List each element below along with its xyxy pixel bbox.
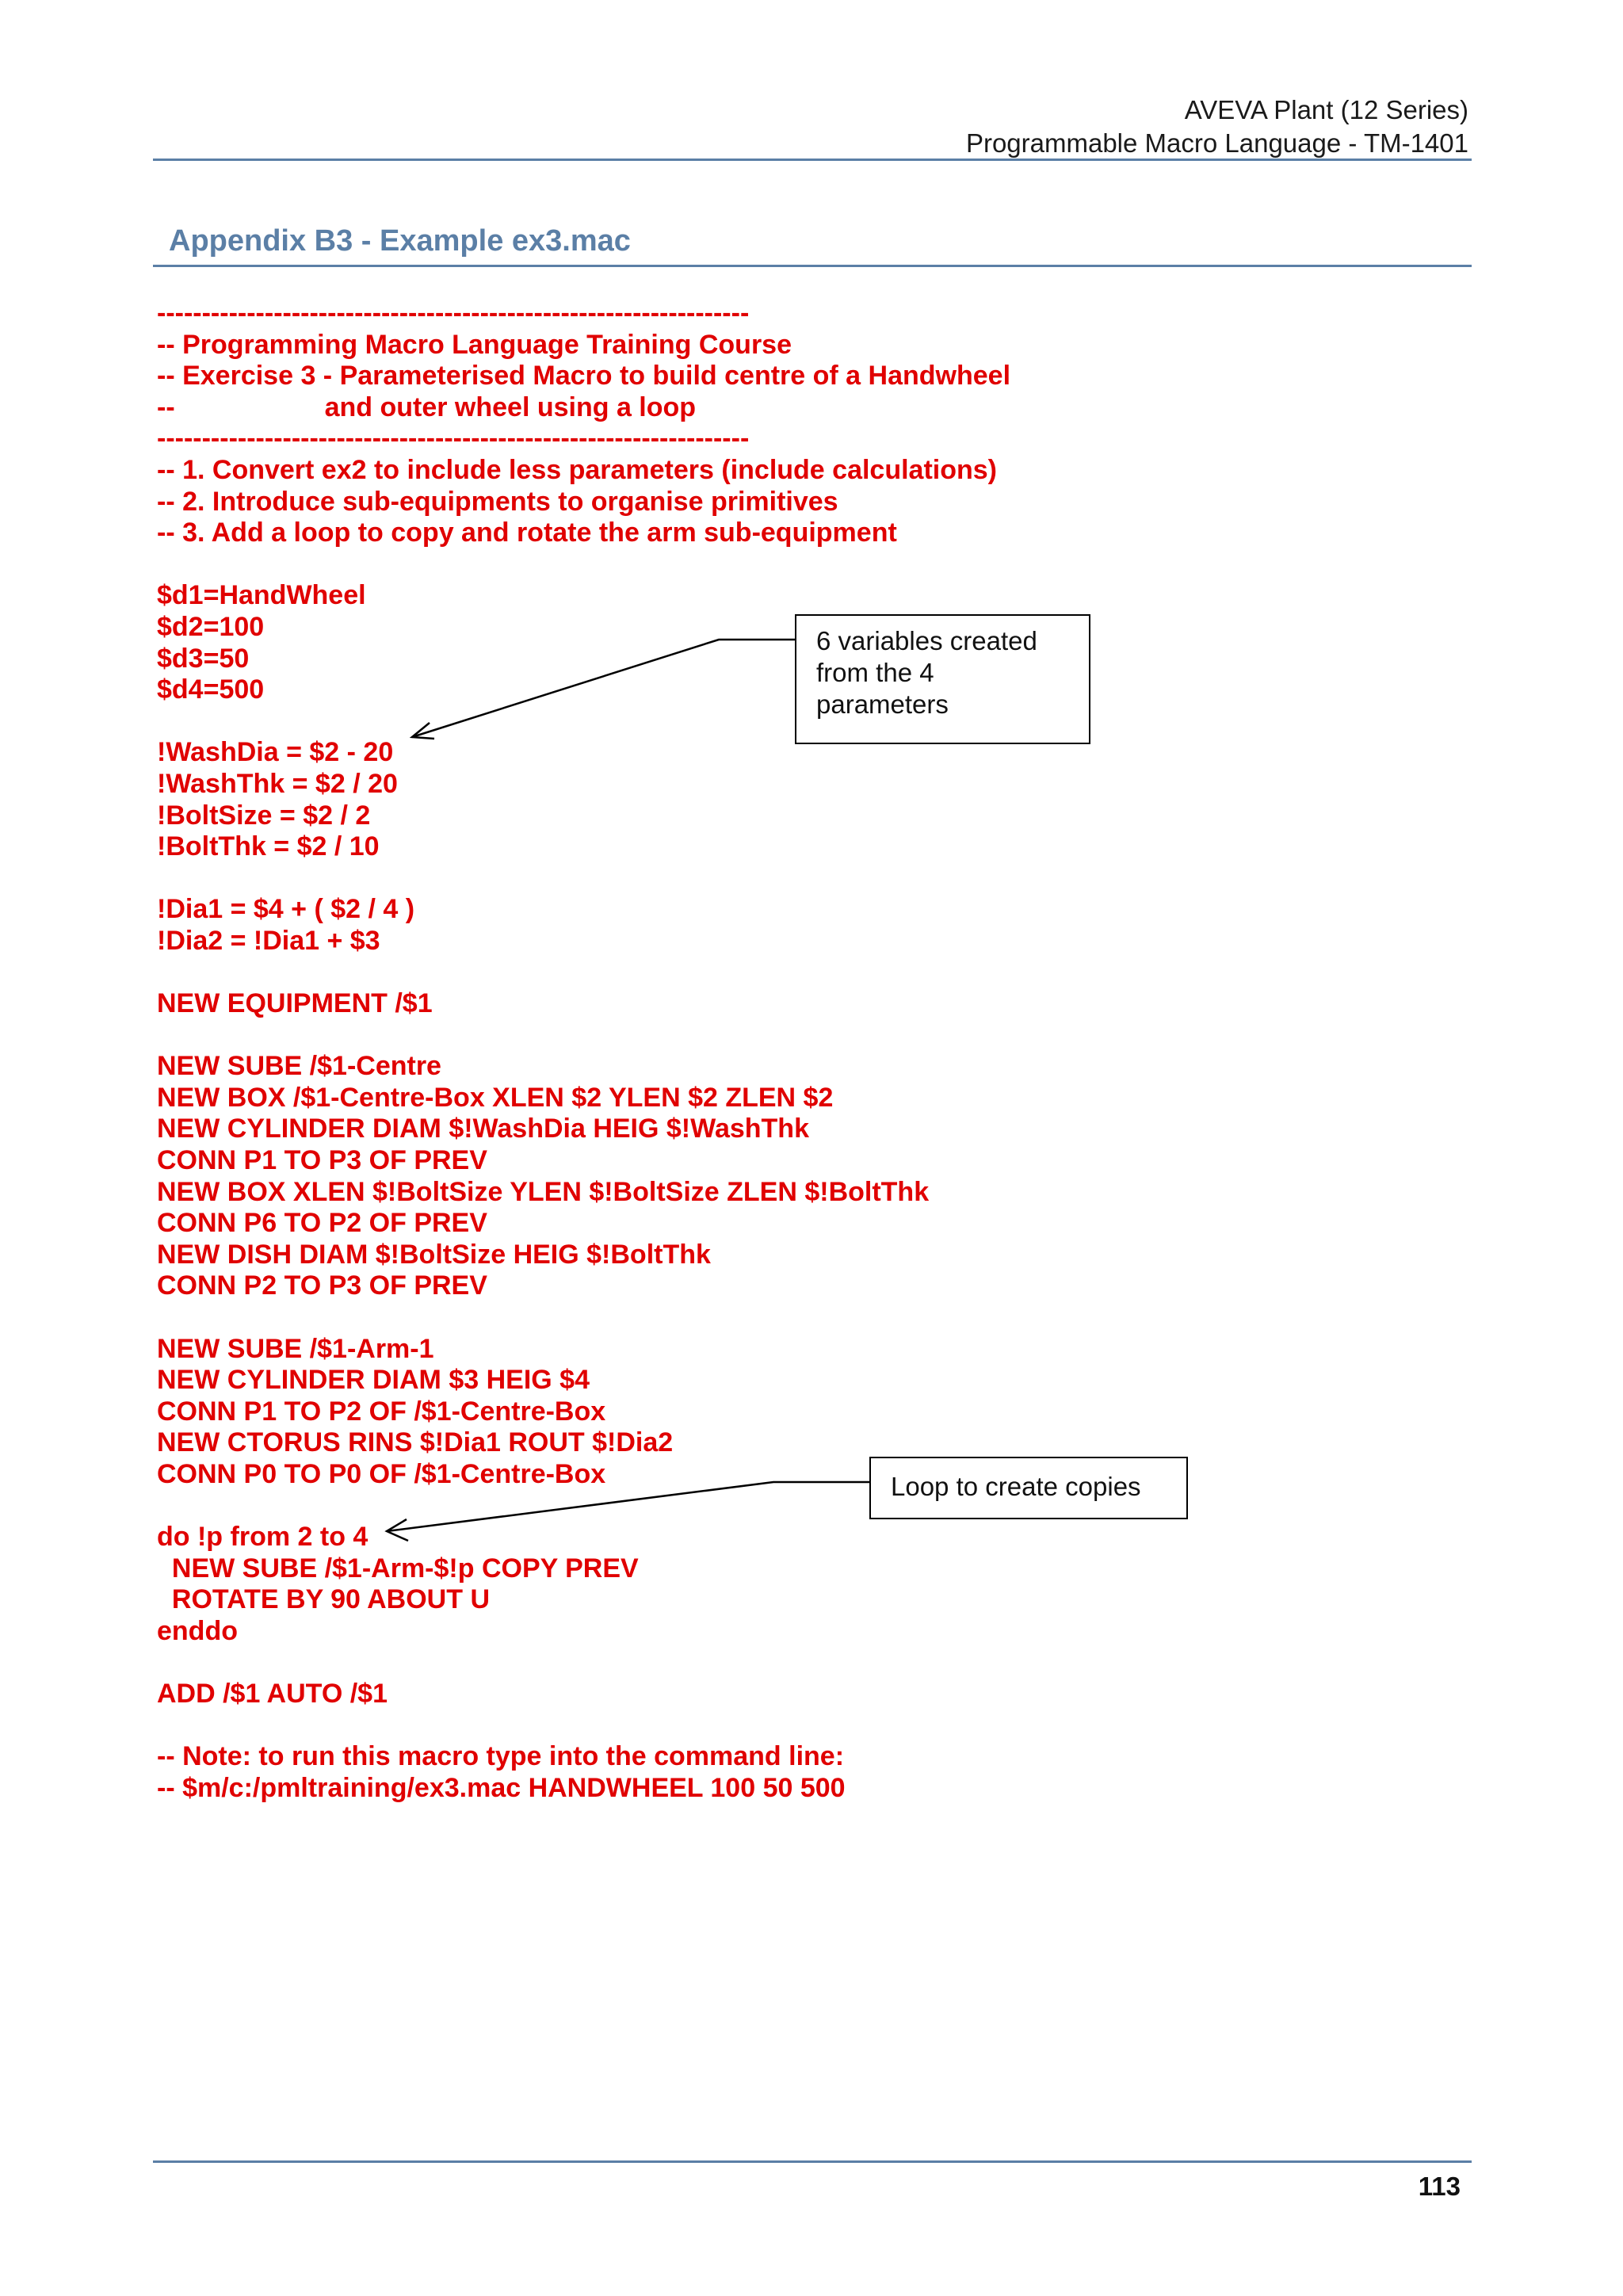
code-line: $d3=50	[157, 643, 250, 674]
variables-callout-line1: 6 variables created	[816, 626, 1037, 655]
header-product: AVEVA Plant (12 Series)	[1184, 95, 1468, 124]
code-line: !BoltThk = $2 / 10	[157, 831, 380, 862]
code-line: NEW CYLINDER DIAM $!WashDia HEIG $!WashThk	[157, 1114, 809, 1144]
code-line: -- 2. Introduce sub-equipments to organise primitives	[157, 486, 838, 517]
code-line: NEW BOX /$1-Centre-Box XLEN $2 YLEN $2 ZLEN $2	[157, 1082, 834, 1113]
code-line: NEW EQUIPMENT /$1	[157, 988, 433, 1019]
header-course: Programmable Macro Language - TM-1401	[965, 128, 1468, 158]
code-line: ROTATE BY 90 ABOUT U	[157, 1584, 491, 1615]
code-line: NEW SUBE /$1-Arm-1	[157, 1333, 434, 1364]
loop-arrow	[387, 1482, 869, 1541]
code-line: NEW SUBE /$1-Arm-$!p COPY PREV	[157, 1553, 639, 1584]
code-line: CONN P0 TO P0 OF /$1-Centre-Box	[157, 1458, 606, 1489]
code-line: -- $m/c:/pmltraining/ex3.mac HANDWHEEL 100 50 500	[157, 1772, 846, 1803]
code-line: ------------------------------------------------------------------	[157, 423, 750, 454]
code-line: NEW DISH DIAM $!BoltSize HEIG $!BoltThk	[157, 1239, 711, 1270]
code-line: !WashThk = $2 / 20	[157, 768, 398, 799]
code-line: -- and outer wheel using a loop	[157, 392, 697, 422]
code-line: NEW BOX XLEN $!BoltSize YLEN $!BoltSize ZLEN $!BoltThk	[157, 1176, 930, 1207]
code-line: ADD /$1 AUTO /$1	[157, 1679, 388, 1710]
code-line: !WashDia = $2 - 20	[157, 737, 394, 768]
code-line: NEW CTORUS RINS $!Dia1 ROUT $!Dia2	[157, 1427, 674, 1458]
code-line: -- 3. Add a loop to copy and rotate the arm sub-equipment	[157, 518, 897, 548]
code-line: -- Exercise 3 - Parameterised Macro to build centre of a Handwheel	[157, 361, 1011, 392]
code-line: -- Programming Macro Language Training Course	[157, 329, 792, 360]
variables-callout	[795, 614, 1090, 744]
code-line: CONN P2 TO P3 OF PREV	[157, 1270, 487, 1301]
loop-callout-text: Loop to create copies	[891, 1472, 1141, 1501]
code-line: ------------------------------------------------------------------	[157, 298, 750, 328]
appendix-title: Appendix B3 - Example ex3.mac	[169, 224, 631, 258]
code-line: NEW CYLINDER DIAM $3 HEIG $4	[157, 1365, 590, 1396]
code-line: !Dia2 = !Dia1 + $3	[157, 925, 380, 956]
code-line: $d2=100	[157, 611, 265, 642]
variables-callout-line3: parameters	[816, 690, 949, 719]
code-line: !BoltSize = $2 / 2	[157, 800, 371, 831]
code-line: $d4=500	[157, 674, 265, 705]
code-line: CONN P6 TO P2 OF PREV	[157, 1208, 487, 1239]
page-number: 113	[1418, 2172, 1461, 2201]
variables-callout-line2: from the 4	[816, 658, 934, 687]
code-line: -- 1. Convert ex2 to include less parameters (include calculations)	[157, 454, 997, 485]
code-line: $d1=HandWheel	[157, 580, 366, 611]
code-line: CONN P1 TO P3 OF PREV	[157, 1145, 487, 1176]
code-line: do !p from 2 to 4	[157, 1522, 369, 1553]
loop-callout	[869, 1457, 1188, 1519]
code-line: CONN P1 TO P2 OF /$1-Centre-Box	[157, 1396, 606, 1427]
footer-rule	[153, 2160, 1472, 2163]
code-line: !Dia1 = $4 + ( $2 / 4 )	[157, 894, 415, 925]
variables-arrow	[412, 640, 795, 739]
code-line: enddo	[157, 1615, 238, 1646]
code-line: NEW SUBE /$1-Centre	[157, 1051, 441, 1082]
code-line: -- Note: to run this macro type into the command line:	[157, 1741, 845, 1772]
